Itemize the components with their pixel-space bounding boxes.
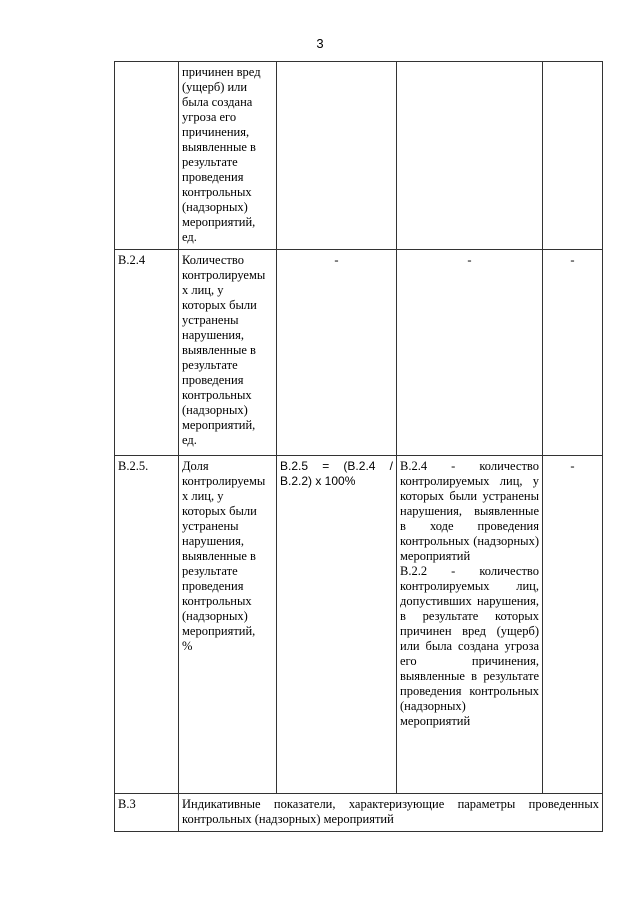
table-row — [115, 250, 603, 456]
section-title-cell: Индикативные показатели, характеризующие параметры проведенных контрольных (надзорных) мероприятий — [179, 794, 603, 832]
row-comment-cell: В.2.4 - количество контролируемых лиц, у которых были устранены нарушения, выявленные в ходе проведения контрольных (надзорных) мероприятий В.2.2 - количество контролируемых лиц, допустивших нарушения, в результате которых причинен вред (ущерб) или была создана угроза его причинения, выявленные в результате проведения контрольных (надзорных) мероприятий — [397, 456, 543, 794]
row-formula-cell: В.2.5 = (В.2.4 / В.2.2) х 100% — [277, 456, 397, 794]
row-name-cell: Количество контролируемы х лиц, у которых были устранены нарушения, выявленные в результате проведения контрольных (надзорных) мероприятий, ед. — [179, 250, 277, 456]
row-formula-cell: - — [277, 250, 397, 456]
row-extra-cell: - — [543, 456, 603, 794]
row-code-cell: В.2.5. — [115, 456, 179, 794]
page-number: 3 — [316, 36, 324, 51]
row-extra-cell — [543, 62, 603, 250]
row-name-cell: Доля контролируемы х лиц, у которых были устранены нарушения, выявленные в результате проведения контрольных (надзорных) мероприятий, % — [179, 456, 277, 794]
row-code-cell — [115, 62, 179, 250]
row-comment-cell — [397, 62, 543, 250]
section-code-cell: В.3 — [115, 794, 179, 832]
row-name-cell: причинен вред (ущерб) или была создана угроза его причинения, выявленные в результате проведения контрольных (надзорных) мероприятий, ед. — [179, 62, 277, 250]
row-comment-cell: - — [397, 250, 543, 456]
row-formula-cell — [277, 62, 397, 250]
section-row — [115, 794, 603, 832]
table-row — [115, 62, 603, 250]
row-code-cell: В.2.4 — [115, 250, 179, 456]
table-row — [115, 456, 603, 794]
row-extra-cell: - — [543, 250, 603, 456]
indicators-table — [114, 61, 603, 832]
